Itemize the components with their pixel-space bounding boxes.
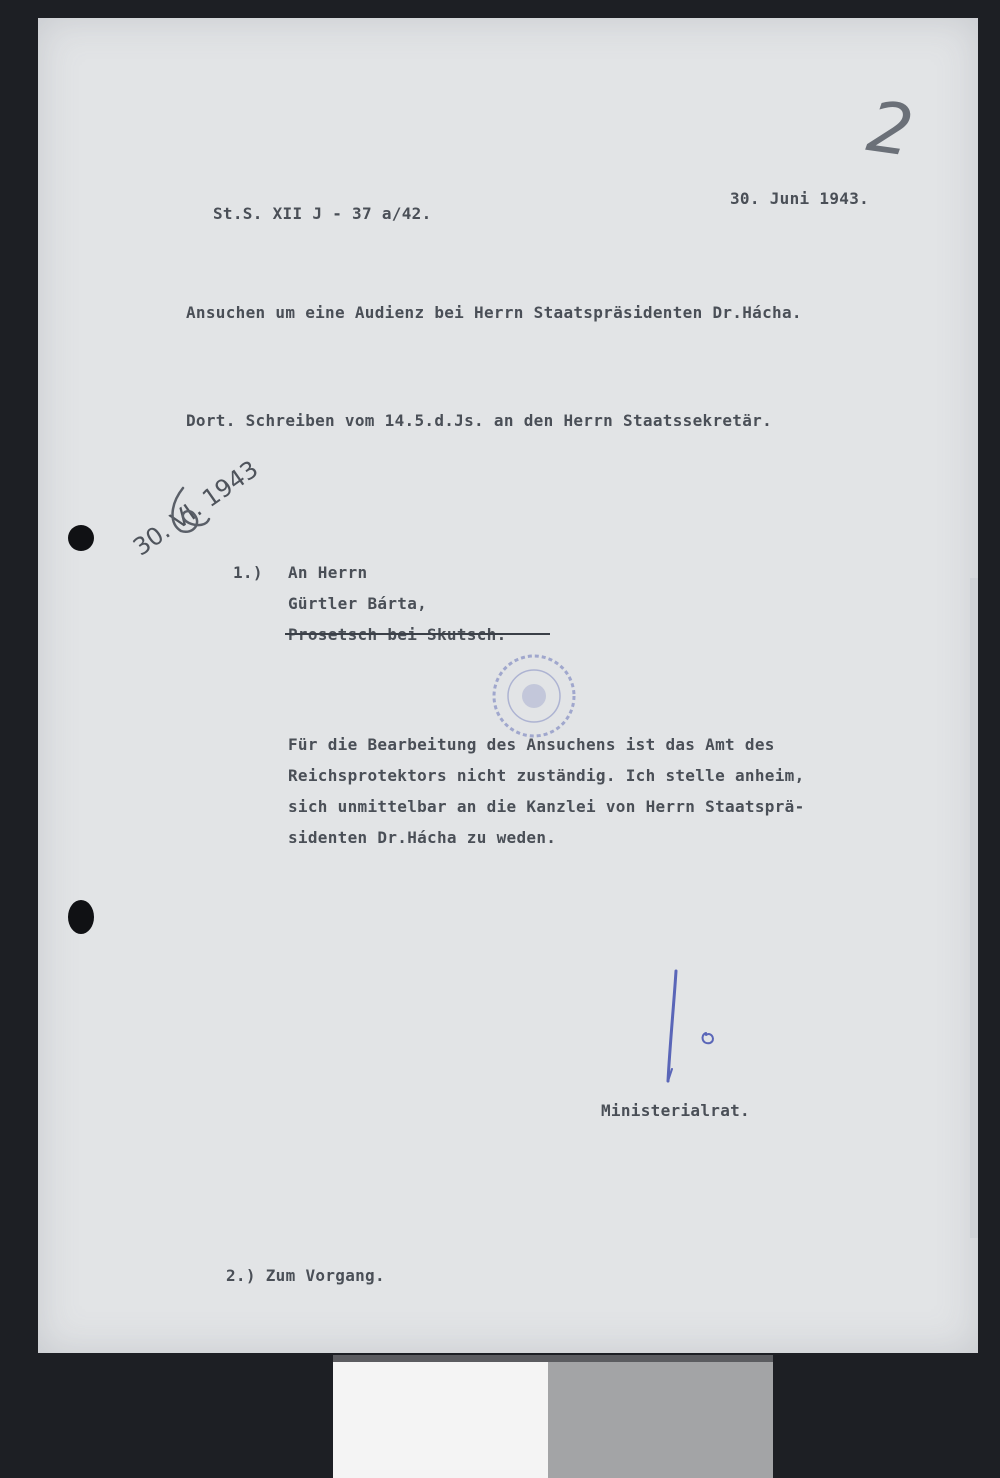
body-line-2: Reichsprotektors nicht zuständig. Ich stelle anheim, [288, 766, 805, 785]
body-line-3: sich unmittelbar an die Kanzlei von Herrn Staatsprä- [288, 797, 805, 816]
punch-hole-bottom [68, 900, 94, 934]
recipient-name: Gürtler Bárta, [288, 594, 428, 613]
document-date: 30. Juni 1943. [730, 189, 870, 208]
reference-number: St.S. XII J - 37 a/42. [213, 204, 432, 223]
signature-mark [648, 963, 738, 1093]
body-line-4: sidenten Dr.Hácha zu weden. [288, 828, 557, 847]
item-1-number: 1.) [233, 563, 263, 582]
color-patch-white [333, 1362, 548, 1478]
recipient-salutation: An Herrn [288, 563, 368, 582]
scan-color-bar [333, 1362, 773, 1478]
page-number-mark: 2 [862, 85, 919, 173]
color-patch-gray [548, 1362, 773, 1478]
signature-title: Ministerialrat. [601, 1101, 750, 1120]
body-line-1: Für die Bearbeitung des Ansuchens ist das Amt des [288, 735, 775, 754]
subject-line: Ansuchen um eine Audienz bei Herrn Staatspräsidenten Dr.Hácha. [186, 303, 802, 322]
paper-sheet [38, 18, 978, 1353]
recipient-underline [285, 633, 550, 635]
pencil-initial-mark [163, 483, 213, 543]
item-2-line: 2.) Zum Vorgang. [226, 1266, 385, 1285]
reference-letter-line: Dort. Schreiben vom 14.5.d.Js. an den Herrn Staatssekretär. [186, 411, 773, 430]
punch-hole-top [68, 525, 94, 551]
pencil-date-annotation: 30. VI. 1943 [127, 454, 264, 562]
